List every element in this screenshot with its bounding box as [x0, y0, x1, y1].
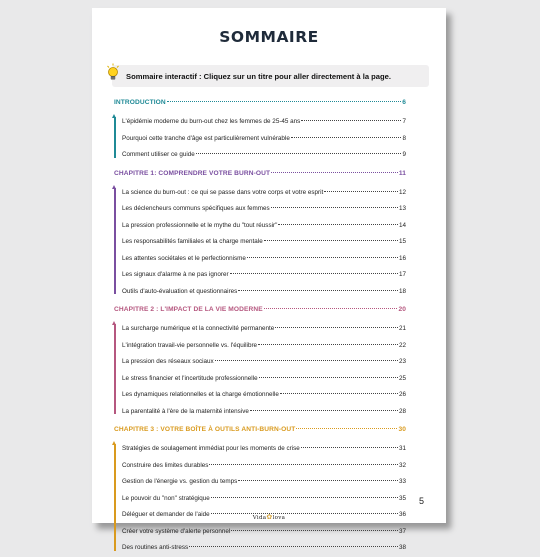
entry-page: 22	[398, 341, 406, 349]
dot-leader	[291, 137, 402, 138]
dot-leader	[230, 273, 398, 274]
banner-text: Sommaire interactif : Cliquez sur un titre pour aller directement à la page.	[126, 71, 392, 81]
page-title: SOMMAIRE	[219, 28, 319, 46]
dot-leader	[258, 344, 398, 345]
dot-leader	[301, 447, 398, 448]
toc-entry-link[interactable]	[122, 234, 406, 251]
toc-entries	[114, 441, 406, 557]
toc-section	[114, 96, 406, 164]
entry-page: 16	[398, 254, 406, 262]
dot-leader	[250, 410, 398, 411]
entry-title: Les déclencheurs communs spécifiques aux femmes	[122, 205, 270, 212]
toc-entry-link[interactable]	[122, 387, 406, 404]
toc-entry-link[interactable]	[122, 185, 406, 202]
entry-page: 15	[398, 238, 406, 245]
toc-entry-link[interactable]	[122, 354, 406, 371]
dot-leader	[231, 530, 398, 531]
entry-title: Le stress financier et l'incertitude professionnelle	[122, 374, 258, 382]
dot-leader	[271, 172, 398, 173]
toc-chapter-link[interactable]	[114, 167, 406, 181]
toc-chapter-link[interactable]	[114, 423, 406, 437]
entry-title: Les signaux d'alarme à ne pas ignorer	[122, 271, 229, 278]
chapter-title: CHAPITRE 1: COMPRENDRE VOTRE BURN-OUT	[114, 169, 271, 177]
toc-entry-link[interactable]	[122, 201, 406, 218]
document-page	[92, 8, 446, 551]
chapter-title: CHAPITRE 3 : VOTRE BOÎTE À OUTILS ANTI-BURN-OUT	[114, 426, 296, 433]
toc-entry-link[interactable]	[122, 321, 406, 338]
dot-leader	[301, 120, 401, 121]
entry-title: Les dynamiques relationnelles et la charge émotionnelle	[122, 391, 279, 398]
section-arrow-bar	[114, 324, 116, 414]
toc-entry-link[interactable]	[122, 131, 406, 148]
table-of-contents	[114, 93, 406, 557]
entry-title: Des routines anti-stress	[122, 544, 189, 551]
entry-title: Le pouvoir du "non" stratégique	[122, 494, 210, 502]
entry-title: Stratégies de soulagement immédiat pour les moments de crise	[122, 445, 300, 452]
entry-page: 14	[398, 221, 406, 229]
footer-logo: Vida✿lova	[252, 513, 286, 521]
entry-title: Les responsabilités familiales et la charge mentale	[122, 238, 263, 245]
toc-entry-link[interactable]	[122, 267, 406, 284]
toc-entry-link[interactable]	[122, 491, 406, 508]
entry-page: 13	[398, 205, 406, 212]
toc-entry-link[interactable]	[122, 540, 406, 557]
toc-chapter-link[interactable]	[114, 303, 406, 317]
toc-entry-link[interactable]	[122, 284, 406, 301]
chapter-title: INTRODUCTION	[114, 99, 166, 106]
toc-entry-link[interactable]	[122, 338, 406, 355]
entry-title: Les attentes sociétales et le perfectionnisme	[122, 254, 246, 262]
dot-leader	[247, 257, 398, 258]
entry-page: 23	[398, 358, 406, 365]
chapter-title: CHAPITRE 2 : L'IMPACT DE LA VIE MODERNE	[114, 306, 263, 313]
entry-title: La pression des réseaux sociaux	[122, 358, 214, 365]
lightbulb-icon	[106, 63, 120, 85]
entry-title: La pression professionnelle et le mythe du "tout réussir"	[122, 221, 278, 229]
section-arrow-bar	[114, 444, 116, 551]
entry-page: 33	[398, 478, 406, 485]
toc-entry-link[interactable]	[122, 147, 406, 164]
entry-title: Déléguer et demander de l'aide	[122, 511, 210, 518]
toc-chapter-link[interactable]	[114, 96, 406, 110]
toc-entry-link[interactable]	[122, 218, 406, 235]
toc-entry-link[interactable]	[122, 474, 406, 491]
toc-entry-link[interactable]	[122, 441, 406, 458]
entry-page: 8	[402, 134, 406, 142]
dot-leader	[215, 360, 398, 361]
entry-page: 32	[398, 461, 406, 469]
entry-title: La parentalité à l'ère de la maternité intensive	[122, 407, 249, 415]
entry-title: Pourquoi cette tranche d'âge est particulièrement vulnérable	[122, 134, 290, 142]
dot-leader	[275, 327, 398, 328]
entry-page: 25	[398, 374, 406, 382]
dot-leader	[271, 207, 398, 208]
entry-page: 7	[402, 118, 406, 125]
dot-leader	[167, 101, 401, 102]
dot-leader	[264, 240, 398, 241]
toc-entry-link[interactable]	[122, 524, 406, 541]
toc-entry-link[interactable]	[122, 371, 406, 388]
entry-page: 36	[398, 511, 406, 518]
toc-entry-link[interactable]	[122, 251, 406, 268]
entry-page: 17	[398, 271, 406, 278]
toc-section	[114, 303, 406, 420]
entry-title: L'épidémie moderne du burn-out chez les femmes de 25-45 ans	[122, 118, 301, 125]
entry-title: Comment utiliser ce guide	[122, 151, 195, 158]
toc-entries	[114, 114, 406, 164]
entry-page: 38	[398, 544, 406, 551]
chapter-page: 11	[398, 169, 406, 177]
toc-entries	[114, 321, 406, 420]
toc-section	[114, 423, 406, 557]
entry-title: Gestion de l'énergie vs. gestion du temps	[122, 478, 238, 485]
entry-title: Construire des limites durables	[122, 461, 209, 469]
dot-leader	[238, 480, 398, 481]
dot-leader	[296, 428, 397, 429]
toc-section	[114, 167, 406, 301]
toc-entry-link[interactable]	[122, 404, 406, 421]
dot-leader	[264, 308, 398, 309]
entry-page: 9	[402, 151, 406, 158]
entry-title: L'intégration travail-vie personnelle vs. l'équilibre	[122, 341, 258, 349]
toc-entry-link[interactable]	[122, 458, 406, 475]
entry-page: 28	[398, 407, 406, 415]
entry-page: 35	[398, 494, 406, 502]
chapter-page: 30	[398, 426, 406, 433]
toc-entries	[114, 185, 406, 301]
entry-page: 31	[398, 445, 406, 452]
entry-title: Outils d'auto-évaluation et questionnaires	[122, 287, 238, 295]
section-arrow-bar	[114, 188, 116, 295]
chapter-page: 6	[402, 99, 406, 106]
section-arrow-bar	[114, 117, 116, 158]
entry-page: 37	[398, 527, 406, 535]
entry-page: 12	[398, 188, 406, 196]
interactive-banner	[112, 65, 429, 87]
entry-title: Créer votre système d'alerte personnel	[122, 527, 231, 535]
dot-leader	[278, 224, 398, 225]
dot-leader	[324, 191, 398, 192]
dot-leader	[211, 497, 398, 498]
page-number: 5	[418, 496, 424, 506]
chapter-page: 20	[398, 306, 406, 313]
entry-title: La surcharge numérique et la connectivité permanente	[122, 325, 275, 332]
entry-title: La science du burn-out : ce qui se passe dans votre corps et votre esprit	[122, 188, 324, 196]
dot-leader	[280, 393, 398, 394]
dot-leader	[238, 290, 398, 291]
entry-page: 26	[398, 391, 406, 398]
dot-leader	[209, 464, 398, 465]
dot-leader	[196, 153, 402, 154]
dot-leader	[259, 377, 398, 378]
toc-entry-link[interactable]	[122, 114, 406, 131]
entry-page: 18	[398, 287, 406, 295]
entry-page: 21	[398, 325, 406, 332]
dot-leader	[189, 546, 398, 547]
